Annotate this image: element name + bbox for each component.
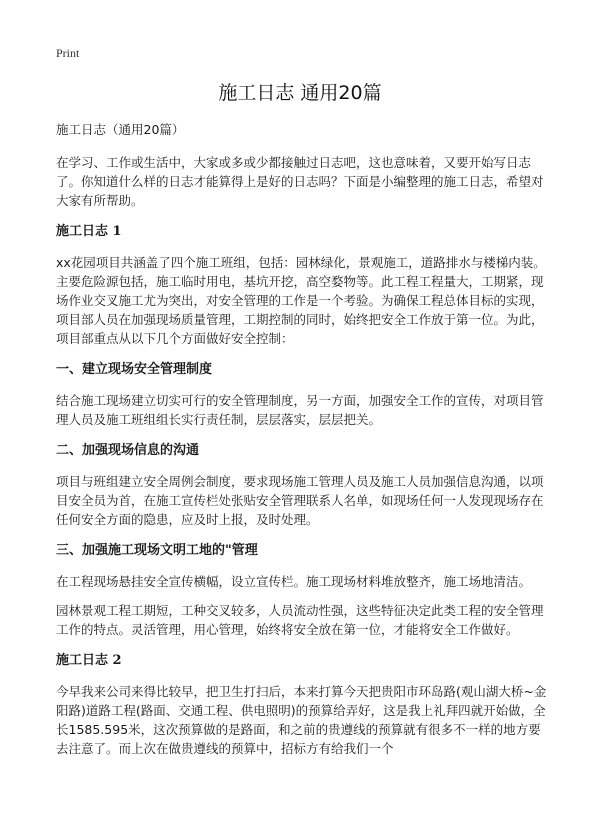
subsection-2-paragraph: 项目与班组建立安全周例会制度，要求现场施工管理人员及施工人员加强信息沟通，以项目安全员为首，在施工宣传栏处张贴安全管理联系人名单，如现场任何一人发现现场存在任何安全方面的隐患，应及时上报，及时处理。 bbox=[56, 474, 544, 527]
subheading-2: 二、加强现场信息的沟通 bbox=[56, 443, 200, 458]
subsection-3-paragraph-1: 在工程现场悬挂安全宣传横幅，设立宣传栏。施工现场材料堆放整齐，施工场地清洁。 bbox=[56, 574, 532, 589]
subheading-1: 一、建立现场安全管理制度 bbox=[56, 362, 213, 377]
section-1-paragraph-1: xx花园项目共涵盖了四个施工班组，包括：园林绿化，景观施工，道路排水与楼梯内装。主要危险源包括，施工临时用电，基坑开挖，高空婺物等。此工程工程量大，工期紧，现场作业交叉施工尤为突出，对安全管理的工作是一个考验。为确保工程总体目标的实现，项目部人员在加强现场质量管理，工期控制的同时，始终把安全工作放于第一位。为此，项目部重点从以下几个方面做好安全控制： bbox=[56, 255, 546, 346]
document-body bbox=[56, 120, 548, 770]
section-2-paragraph-1: 今早我来公司来得比较早，把卫生打扫后，本来打算今天把贵阳市环岛路(观山湖大桥~金阳路)道路工程(路面、交通工程、供电照明)的预算给弄好，这是我上礼拜四就开始做，全长1585.595米，这次预算做的是路面，和之前的贵遵线的预算就有很多不一样的地方要去注意了。而上次在做贵遵线的预算中，招标方有给我们一个 bbox=[56, 684, 547, 756]
section-heading-1: 施工日志 1 bbox=[56, 224, 122, 239]
intro-paragraph: 在学习、工作或生活中，大家或多或少都接触过日志吧，这也意味着，又要开始写日志了。你知道什么样的日志才能算得上是好的日志吗？下面是小编整理的施工日志，希望对大家有所帮助。 bbox=[56, 155, 544, 208]
page-title: 施工日志 通用20篇 bbox=[218, 82, 382, 104]
subheading-3: 三、加强施工现场文明工地的"管理 bbox=[56, 543, 258, 558]
subsection-3-paragraph-2: 园林景观工程工期短，工种交叉较多，人员流动性强，这些特征决定此类工程的安全管理工作的特点。灵活管理，用心管理，始终将安全放在第一位，才能将安全工作做好。 bbox=[56, 603, 544, 637]
subsection-1-paragraph: 结合施工现场建立切实可行的安全管理制度，另一方面，加强安全工作的宣传，对项目管理人员及施工班组组长实行责任制，层层落实，层层把关。 bbox=[56, 393, 544, 427]
section-heading-2: 施工日志 2 bbox=[56, 653, 122, 668]
document-subtitle: 施工日志（通用20篇） bbox=[56, 122, 185, 137]
print-button[interactable]: Print bbox=[56, 46, 80, 60]
